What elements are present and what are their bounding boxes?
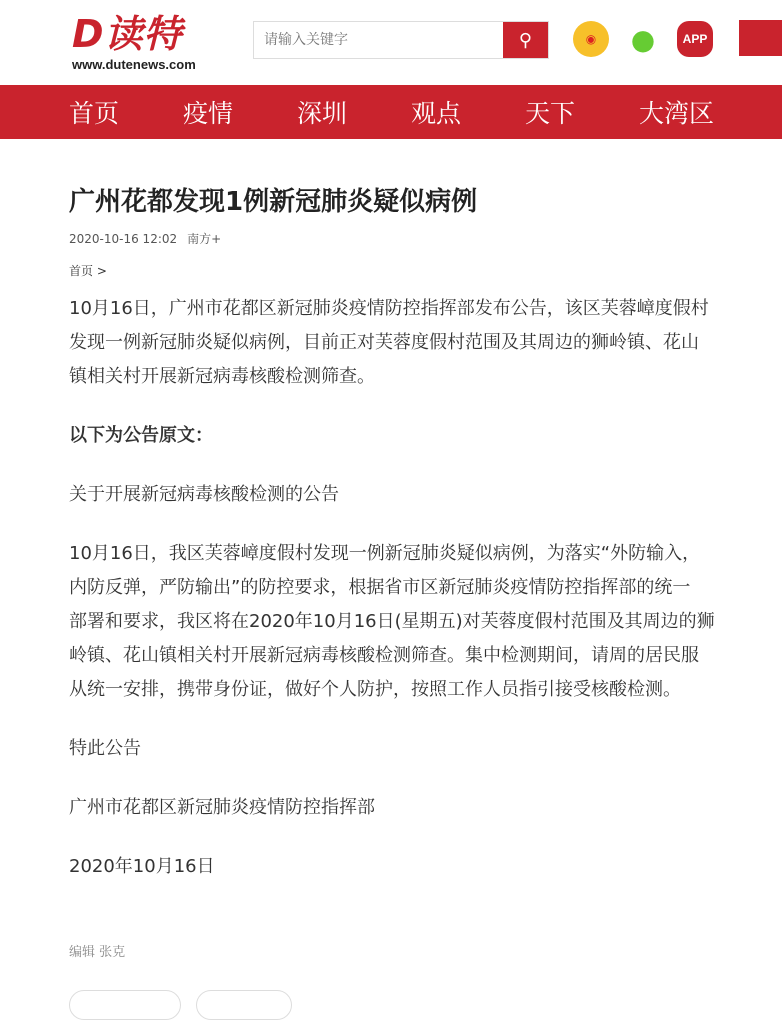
nav-item[interactable]: 深圳: [297, 99, 348, 128]
logo-mark: D读特: [72, 12, 183, 56]
paragraph-line: 10月16日，广州市花都区新冠肺炎疫情防控指挥部发布公告，该区芙蓉嶂度假村: [69, 298, 709, 319]
article-paragraph: [69, 292, 769, 394]
search-bar: [253, 21, 549, 59]
article-paragraph: [69, 537, 769, 707]
main-nav: [0, 85, 782, 139]
header-red-button[interactable]: [739, 20, 782, 56]
paragraph-line: 10月16日，我区芙蓉嶂度假村发现一例新冠肺炎疑似病例，为落实“外防输入，: [69, 543, 701, 564]
app-button[interactable]: APP: [677, 21, 713, 57]
paragraph-line: 镇相关村开展新冠病毒核酸检测筛查。: [69, 366, 375, 387]
search-button[interactable]: [503, 22, 548, 58]
logo-url: www.dutenews.com: [72, 57, 196, 72]
nav-item[interactable]: 观点: [411, 99, 462, 128]
paragraph-line: 以下为公告原文：: [69, 425, 213, 446]
article-paragraph: [69, 791, 769, 825]
article-paragraph: [69, 850, 769, 884]
search-icon: ⚲: [518, 29, 533, 50]
paragraph-line: 广州市花都区新冠肺炎疫情防控指挥部: [69, 797, 375, 818]
paragraph-line: 部署和要求，我区将在2020年10月16日(星期五)对芙蓉度假村范围及其周边的狮: [69, 611, 715, 632]
share-button[interactable]: [69, 990, 181, 1020]
paragraph-line: 发现一例新冠肺炎疑似病例，目前正对芙蓉度假村范围及其周边的狮岭镇、花山: [69, 332, 699, 353]
nav-item[interactable]: 天下: [525, 99, 576, 128]
paragraph-line: 2020年10月16日: [69, 856, 215, 877]
article-paragraph: [69, 478, 769, 512]
article-paragraph: [69, 419, 769, 453]
weibo-icon[interactable]: ◉: [573, 21, 609, 57]
search-input[interactable]: [254, 22, 503, 58]
wechat-icon[interactable]: ●: [630, 22, 656, 56]
site-logo[interactable]: [72, 12, 196, 72]
action-button[interactable]: [196, 990, 292, 1020]
paragraph-line: 从统一安排，携带身份证，做好个人防护，按照工作人员指引接受核酸检测。: [69, 679, 681, 700]
paragraph-line: 岭镇、花山镇相关村开展新冠病毒核酸检测筛查。集中检测期间，请周的居民服: [69, 645, 699, 666]
article-body: [69, 292, 769, 909]
article-paragraph: [69, 732, 769, 766]
editor-credit: 编辑 张克: [69, 945, 126, 960]
nav-item[interactable]: 首页: [69, 99, 120, 128]
paragraph-line: 关于开展新冠病毒核酸检测的公告: [69, 484, 339, 505]
paragraph-line: 内防反弹，严防输出”的防控要求，根据省市区新冠肺炎疫情防控指挥部的统一: [69, 577, 691, 598]
nav-item[interactable]: 大湾区: [639, 99, 715, 128]
breadcrumb[interactable]: 首页 >: [69, 264, 107, 278]
article-title: 广州花都发现1例新冠肺炎疑似病例: [69, 187, 478, 217]
paragraph-line: 特此公告: [69, 738, 141, 759]
article-meta: [69, 230, 231, 247]
article-source[interactable]: 南方+: [187, 232, 222, 246]
publish-date: 2020-10-16 12:02: [69, 232, 178, 246]
nav-item[interactable]: 疫情: [183, 99, 234, 128]
